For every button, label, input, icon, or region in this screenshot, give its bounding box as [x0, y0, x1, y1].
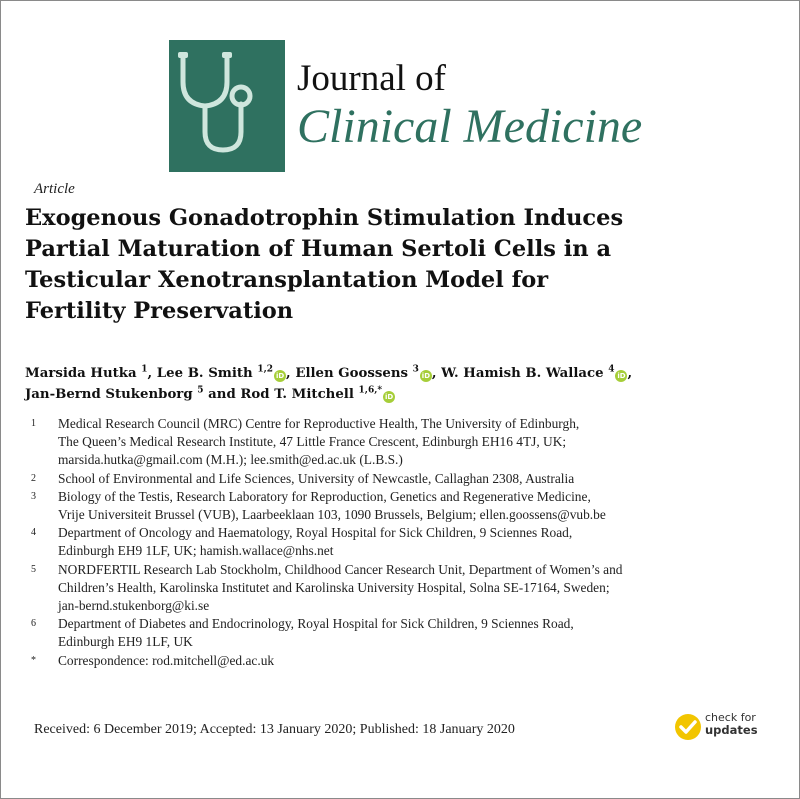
affiliation-item: [1, 488, 800, 524]
publication-dates: Received: 6 December 2019; Accepted: 13 January 2020; Published: 18 January 2020: [34, 722, 515, 737]
author-list: [25, 363, 785, 405]
title-line: Testicular Xenotransplantation Model for: [25, 267, 549, 293]
orcid-icon[interactable]: iD: [617, 372, 626, 380]
check-for-updates-label: check for: [705, 711, 756, 724]
author-name[interactable]: W. Hamish B. Wallace: [441, 366, 604, 381]
affiliation-text: Department of Oncology and Haematology, Royal Hospital for Sick Children, 9 Sciennes Road,: [58, 525, 573, 541]
author-separator: ,: [286, 366, 296, 381]
affiliation-text: NORDFERTIL Research Lab Stockholm, Childhood Cancer Research Unit, Department of Women’s and: [58, 561, 623, 577]
affiliation-text: Department of Diabetes and Endocrinology, Royal Hospital for Sick Children, 9 Sciennes Road,: [58, 616, 574, 632]
author-name[interactable]: Lee B. Smith: [156, 366, 253, 381]
author-line: [25, 384, 785, 405]
affiliation-number: 3: [31, 490, 36, 502]
checkmark-circle-icon: [673, 712, 703, 742]
author-affiliation-ref: 3: [412, 364, 419, 375]
affiliation-item: [1, 470, 800, 488]
journal-name-line1: Journal of: [297, 58, 446, 99]
journal-name-line2: Clinical Medicine: [297, 100, 643, 153]
updates-label: updates: [705, 723, 758, 737]
author-separator: ,: [147, 366, 157, 381]
affiliation-number: 6: [31, 618, 36, 630]
affiliation-text: Biology of the Testis, Research Laboratory for Reproduction, Genetics and Regenerative Medicine,: [58, 488, 591, 504]
affiliation-item: [1, 615, 800, 651]
author-affiliation-ref: 4: [608, 364, 615, 375]
affiliation-number: 5: [31, 563, 36, 575]
orcid-icon[interactable]: iD: [421, 372, 431, 380]
author-name[interactable]: Ellen Goossens: [295, 366, 408, 381]
correspondence-marker: *: [31, 654, 36, 666]
affiliation-text: The Queen’s Medical Research Institute, 47 Little France Crescent, Edinburgh EH16 4TJ, UK;: [58, 434, 567, 450]
affiliation-number: 4: [31, 527, 36, 539]
author-separator: ,: [431, 366, 442, 381]
author-affiliation-ref: 1,2: [257, 364, 274, 375]
author-name[interactable]: Jan-Bernd Stukenborg: [25, 387, 193, 402]
author-separator: ,: [627, 366, 633, 381]
affiliation-list: [1, 415, 800, 670]
author-affiliation-ref: 1,6,*: [358, 385, 383, 396]
article-type: Article: [34, 181, 75, 197]
affiliation-item: [1, 561, 800, 616]
correspondence-text[interactable]: Correspondence: rod.mitchell@ed.ac.uk: [58, 652, 275, 668]
title-line: Exogenous Gonadotrophin Stimulation Induces: [25, 205, 624, 231]
correspondence-item: [1, 652, 800, 670]
author-separator: and: [203, 387, 241, 402]
affiliation-text: Edinburgh EH9 1LF, UK: [58, 634, 193, 650]
author-affiliation-ref: 5: [197, 385, 204, 396]
journal-logo: [169, 40, 285, 172]
affiliation-text[interactable]: Edinburgh EH9 1LF, UK; hamish.wallace@nhs.net: [58, 543, 334, 559]
affiliation-text[interactable]: jan-bernd.stukenborg@ki.se: [58, 598, 210, 614]
affiliation-item: [1, 524, 800, 560]
stethoscope-icon: [169, 40, 285, 172]
affiliation-text: Children’s Health, Karolinska Institutet and Karolinska University Hospital, Solna SE-17164, Sweden;: [58, 579, 610, 595]
affiliation-number: 2: [31, 472, 36, 484]
orcid-icon[interactable]: iD: [275, 372, 285, 380]
affiliation-text[interactable]: Vrije Universiteit Brussel (VUB), Laarbeeklaan 103, 1090 Brussels, Belgium; ellen.goossens@vub.be: [58, 507, 606, 523]
check-for-updates-badge[interactable]: [673, 711, 783, 743]
orcid-icon[interactable]: iD: [384, 393, 394, 401]
affiliation-item: [1, 415, 800, 470]
author-name[interactable]: Marsida Hutka: [25, 366, 137, 381]
title-line: Fertility Preservation: [25, 298, 294, 324]
article-title: [25, 203, 745, 327]
author-affiliation-ref: 1: [141, 364, 148, 375]
affiliation-number: 1: [31, 418, 36, 429]
author-line: [25, 363, 785, 384]
affiliation-text: School of Environmental and Life Sciences, University of Newcastle, Callaghan 2308, Australia: [58, 470, 575, 486]
affiliation-text: Medical Research Council (MRC) Centre for Reproductive Health, The University of Edinburgh,: [58, 416, 580, 431]
author-name[interactable]: Rod T. Mitchell: [240, 387, 354, 402]
title-line: Partial Maturation of Human Sertoli Cells in a: [25, 236, 612, 262]
affiliation-text[interactable]: marsida.hutka@gmail.com (M.H.); lee.smith@ed.ac.uk (L.B.S.): [58, 452, 403, 468]
